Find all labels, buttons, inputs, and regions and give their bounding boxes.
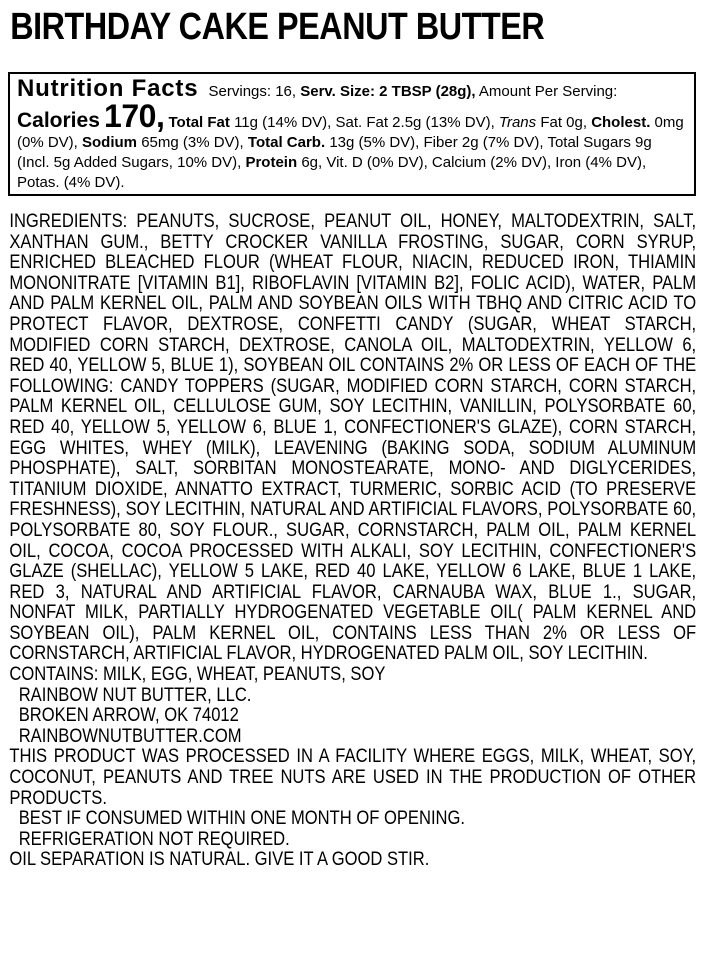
nutrition-facts-heading: Nutrition Facts xyxy=(17,75,199,102)
allergen-contains-line: CONTAINS: MILK, EGG, WHEAT, PEANUTS, SOY xyxy=(9,663,386,686)
nf-servings: Servings: 16, xyxy=(208,83,297,100)
storage-block xyxy=(0,808,707,849)
nf-total-carb-values: 13g (5% DV), Fiber 2g (7% DV), Total Sugars 9g (Incl. 5g Added Sugars, 10% DV), xyxy=(17,134,652,171)
title-band xyxy=(0,0,707,48)
nf-calories-label: Calories xyxy=(17,109,100,132)
nf-serving-size: Serv. Size: 2 TBSP (28g), xyxy=(300,83,476,100)
company-block xyxy=(0,685,707,747)
nf-total-fat-values: 11g (14% DV), Sat. Fat 2.5g (13% DV), xyxy=(234,114,495,131)
nf-cholesterol-label: Cholest. xyxy=(591,114,651,131)
label-body xyxy=(0,211,707,870)
nf-total-carb-label: Total Carb. xyxy=(247,134,326,151)
nf-sodium-label: Sodium xyxy=(82,134,138,151)
product-title: BIRTHDAY CAKE PEANUT BUTTER xyxy=(10,6,545,48)
ingredients-paragraph: INGREDIENTS: PEANUTS, SUCROSE, PEANUT OIL, HONEY, MALTODEXTRIN, SALT, XANTHAN GUM., BETTY CROCKER VANILLA FROSTING, SUGAR, CORN SYRUP, ENRICHED BLEACHED FLOUR (WHEAT FLOUR, NIACIN, REDUCED IRON, THIAMIN MONONITRATE [VITAMIN B1], RIBOFLAVIN [VITAMIN B2], FOLIC ACID), WATER, PALM AND PALM KERNEL OIL, PALM AND SOYBEAN OILS WITH TBHQ AND CITRIC ACID TO PROTECT FLAVOR, DEXTROSE, CONFETTI CANDY (SUGAR, WHEAT STARCH, MODIFIED CORN STARCH, DEXTROSE, CANOLA OIL, MALTODEXTRIN, YELLOW 6, RED 40, YELLOW 5, BLUE 1), SOYBEAN OIL CONTAINS 2% OR LESS OF EACH OF THE FOLLOWING: CANDY TOPPERS (SUGAR, MODIFIED CORN STARCH, CORN STARCH, PALM KERNEL OIL, CELLULOSE GUM, SOY LECITHIN, VANILLIN, POLYSORBATE 60, RED 40, YELLOW 5, YELLOW 6, BLUE 1, CONFECTIONER'S GLAZE), CORN STARCH, EGG WHITES, WHEY (MILK), LEAVENING (BAKING SODA, SODIUM ALUMINUM PHOSPHATE), SALT, SORBITAN MONOSTEARATE, MONO- AND DIGLYCERIDES, TITANIUM DIOXIDE, ANNATTO EXTRACT, TURMERIC, SORBIC ACID (TO PRESERVE FRESHNESS), SOY LECITHIN, NATURAL AND ARTIFICIAL FLAVORS, POLYSORBATE 60, POLYSORBATE 80, SOY FLOUR., SUGAR, CORNSTARCH, PALM OIL, PALM KERNEL OIL, COCOA, COCOA PROCESSED WITH ALKALI, SOY LECITHIN, CONFECTIONER'S GLAZE (SHELLAC), YELLOW 5 LAKE, RED 40 LAKE, YELLOW 6 LAKE, BLUE 1 LAKE, RED 3, NATURAL AND ARTIFICIAL FLAVOR, CARNAUBA WAX, BLUE 1., SUGAR, NONFAT MILK, PARTIALLY HYDROGENATED VEGETABLE OIL( PALM KERNEL AND SOYBEAN OIL), PALM KERNEL OIL, CONTAINS LESS THAN 2% OR LESS OF CORNSTARCH, ARTIFICIAL FLAVOR, HYDROGENATED PALM OIL, SOY LECITHIN. xyxy=(9,210,697,665)
nf-sodium-value: 65mg (3% DV), xyxy=(141,134,244,151)
nf-protein-values: 6g, Vit. D (0% DV), Calcium (2% DV), Iron (4% DV), Potas. (4% DV). xyxy=(17,154,647,191)
stir-note: OIL SEPARATION IS NATURAL. GIVE IT A GOOD STIR. xyxy=(9,848,430,871)
refrigeration-note: REFRIGERATION NOT REQUIRED. xyxy=(18,827,290,850)
nf-protein-label: Protein xyxy=(245,154,298,171)
best-by-note: BEST IF CONSUMED WITHIN ONE MONTH OF OPENING. xyxy=(18,807,466,830)
nf-trans-fat-label: Trans xyxy=(498,114,537,131)
nutrition-facts-panel xyxy=(8,72,696,196)
nf-total-fat-label: Total Fat xyxy=(168,114,230,131)
company-website: RAINBOWNUTBUTTER.COM xyxy=(18,724,242,747)
company-name: RAINBOW NUT BUTTER, LLC. xyxy=(18,683,252,706)
company-address: BROKEN ARROW, OK 74012 xyxy=(18,704,239,727)
nf-cholesterol-value: 0mg (0% DV), xyxy=(17,114,684,151)
nf-trans-fat-value: Fat 0g, xyxy=(540,114,588,131)
nf-amount-per-serving: Amount Per Serving: xyxy=(478,83,618,100)
nf-calories-value: 170, xyxy=(104,98,165,134)
facility-disclaimer: THIS PRODUCT WAS PROCESSED IN A FACILITY WHERE EGGS, MILK, WHEAT, SOY, COCONUT, PEANUTS AND TREE NUTS ARE USED IN THE PRODUCTION OF OTHER PRODUCTS. xyxy=(9,745,697,809)
